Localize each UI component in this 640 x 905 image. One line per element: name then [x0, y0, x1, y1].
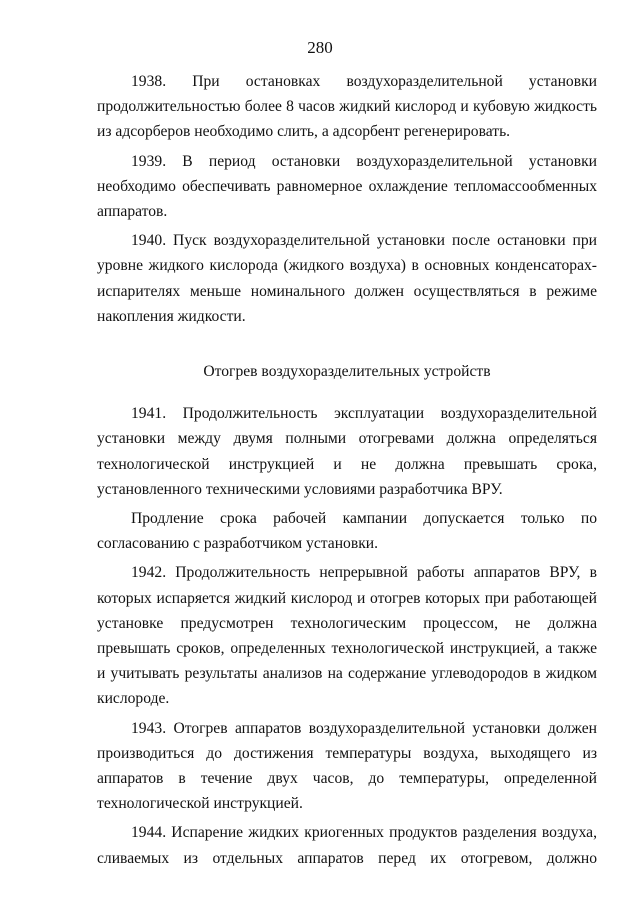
paragraph-1941-extension: Продление срока рабочей кампании допускается только по согласованию с разработчиком установки. — [97, 510, 597, 553]
page-body — [97, 69, 597, 871]
paragraph-1944: 1944. Испарение жидких криогенных продуктов разделения воздуха, сливаемых из отдельных аппаратов перед их отогревом, должно — [97, 824, 597, 867]
paragraph-1941: 1941. Продолжительность эксплуатации воздухоразделительной установки между двумя полными отогревами должна определяться технологической инструкцией и не должна превышать срока, установленного техническими условиями разработчика ВРУ. — [97, 405, 597, 498]
page-number: 280 — [307, 38, 333, 57]
paragraph-1942: 1942. Продолжительность непрерывной работы аппаратов ВРУ, в которых испаряется жидкий кислород и отогрев которых при работающей установке предусмотрен технологическим процессом, не должна превышать сроков, определенных технологической инструкцией, а также и учитывать результаты анализов на содержание углеводородов в жидком кислороде. — [97, 564, 597, 708]
section-heading: Отогрев воздухоразделительных устройств — [203, 363, 491, 381]
paragraph-1939: 1939. В период остановки воздухоразделительной установки необходимо обеспечивать равномерное охлаждение тепломассообменных аппаратов. — [97, 152, 597, 221]
paragraph-1943: 1943. Отогрев аппаратов воздухоразделительной установки должен производиться до достижения температуры воздуха, выходящего из аппаратов в течение двух часов, до температуры, определенной технологической инструкцией. — [97, 719, 597, 813]
paragraph-1938: 1938. При остановках воздухоразделительной установки продолжительностью более 8 часов жидкий кислород и кубовую жидкость из адсорберов необходимо слить, а адсорбент регенерировать. — [97, 73, 597, 141]
paragraph-1940: 1940. Пуск воздухоразделительной установки после остановки при уровне жидкого кислорода (жидкого воздуха) в основных конденсаторах-испарителях меньше номинального должен осуществляться в режиме накопления жидкости. — [97, 232, 597, 325]
